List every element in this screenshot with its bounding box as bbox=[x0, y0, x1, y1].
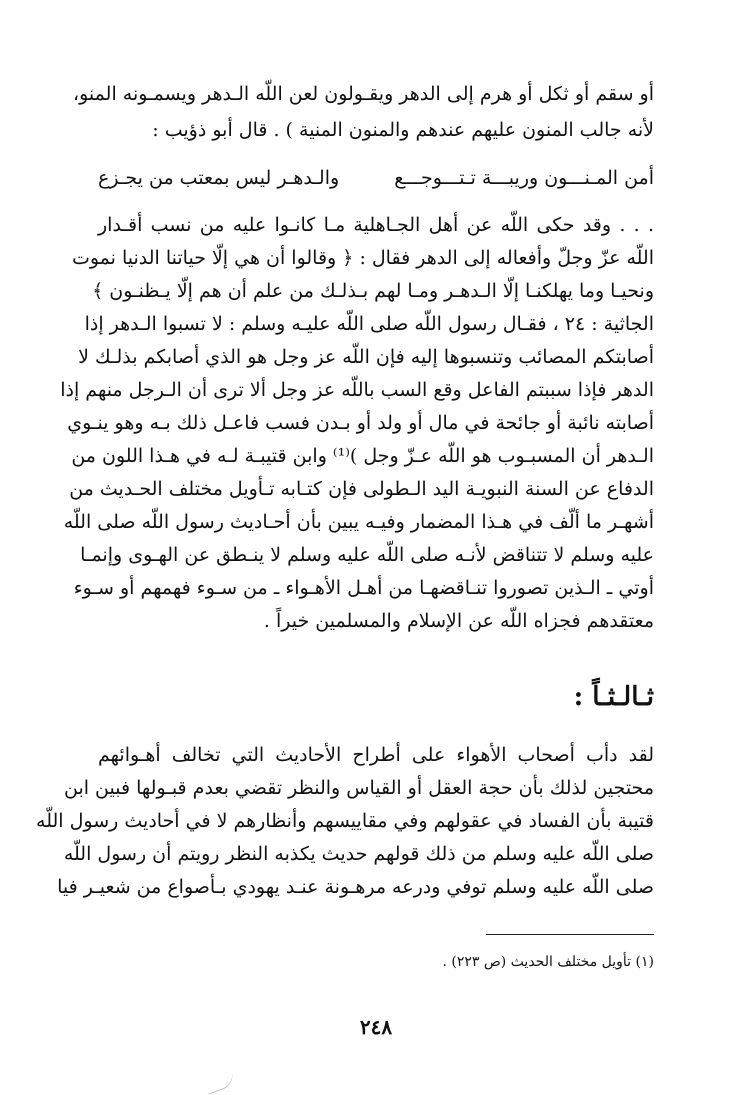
footnote-divider bbox=[486, 934, 654, 935]
text-line: أصابته نائبة أو جائحة في مال أو ولد أو بـدن فسب فاعـل ذلك بـه وهو ينـوي bbox=[67, 412, 654, 434]
text-line: اللّه عزّ وجلّ وأفعاله إلى الدهر فقال : ﴿ وقالوا أن هي إلّا حياتنا الدنيا نموت bbox=[71, 247, 654, 269]
verse-second-hemistich: والـدهـر ليس بمعتب من يجـزع bbox=[98, 167, 340, 189]
text-line: محتجين لذلك بأن حجة العقل أو القياس والنظر تقضي بعدم قبـولها فبين ابن bbox=[63, 777, 654, 799]
section-heading: ثـالـثـاً : bbox=[573, 682, 654, 712]
text-line: الـدهر أن المسبـوب هو اللّه عـزّ وجل )⁽¹⁾ وابن قتيبـة لـه في هـذا اللون من bbox=[71, 445, 654, 467]
text-line: ونحيـا وما يهلكنـا إلّا الـدهـر ومـا لهم بـذلـك من علم أن هم إلّا يـظنـون ﴾ bbox=[92, 280, 654, 302]
text-line: صلى اللّه عليه وسلم توفي ودرعه مرهـونة عنـد يهودي بـأصواع من شعيـر فيا bbox=[57, 876, 654, 898]
text-line: لأنه جالب المنون عليهم عندهم والمنون المنية ) . قال أبو ذؤيب : bbox=[152, 119, 654, 141]
text-line: معتقدهم فجزاه اللّه عن الإسلام والمسلمين خيراً . bbox=[263, 610, 654, 632]
verse-first-hemistich: أمن المـنـــون وريبـــة تـتـــوجـــع bbox=[394, 167, 654, 189]
text-line: صلى اللّه عليه وسلم من ذلك قولهم حديث يكذبه النظر رويتم أن رسول اللّه bbox=[63, 843, 654, 865]
text-line: . . . وقد حكى اللّه عن أهل الجـاهلية مـا كانـوا عليه من نسب أقـدار bbox=[98, 214, 654, 236]
scan-mark bbox=[203, 1070, 236, 1094]
text-line: أو سقم أو ثكل أو هرم إلى الدهر ويقـولون لعن اللّه الـدهر ويسمـونه المنو، bbox=[72, 83, 654, 105]
text-line: أصابتكم المصائب وتنسبوها إليه فإن اللّه عز وجل هو الذي أصابكم بذلـك لا bbox=[78, 346, 654, 368]
text-line: لقد دأب أصحاب الأهواء على أطراح الأحاديث التي تخالف أهـوائهم bbox=[98, 744, 654, 766]
footnote: (١) تأويل مختلف الحديث (ص ٢٢٣) . bbox=[442, 954, 654, 970]
text-line: أوتي ـ الـذين تصوروا تنـاقضهـا من أهـل الأهـواء ـ من سـوء فهمهم أو سـوء bbox=[73, 577, 654, 599]
text-line: أشهـر ما ألّف في هـذا المضمار وفيـه يبين بأن أحـاديث رسول اللّه صلى اللّه bbox=[63, 511, 654, 533]
text-line: قتيبة بأن الفساد في عقولهم وفي مقاييسهم وأنظارهم لا في أحاديث رسول اللّه bbox=[36, 810, 654, 832]
poetry-verse bbox=[98, 166, 654, 190]
page-number: ٢٤٨ bbox=[359, 1015, 393, 1039]
text-line: عليه وسلم لا تتناقض لأنـه صلى اللّه عليه وسلم لا ينـطق عن الهـوى وإنمـا bbox=[80, 544, 654, 566]
text-line: الدهر فإذا سببتم الفاعل وقع السب باللّه عز وجل ألا ترى أن الـرجل منهم إذا bbox=[60, 379, 654, 401]
text-line: الجاثية : ٢٤ ، فقـال رسول اللّه صلى اللّه عليـه وسلم : لا تسبوا الـدهر إذا bbox=[84, 313, 654, 335]
text-line: الدفاع عن السنة النبويـة اليد الـطولى فإن كتـابه تـأويل مختلف الحـديث من bbox=[69, 478, 654, 500]
